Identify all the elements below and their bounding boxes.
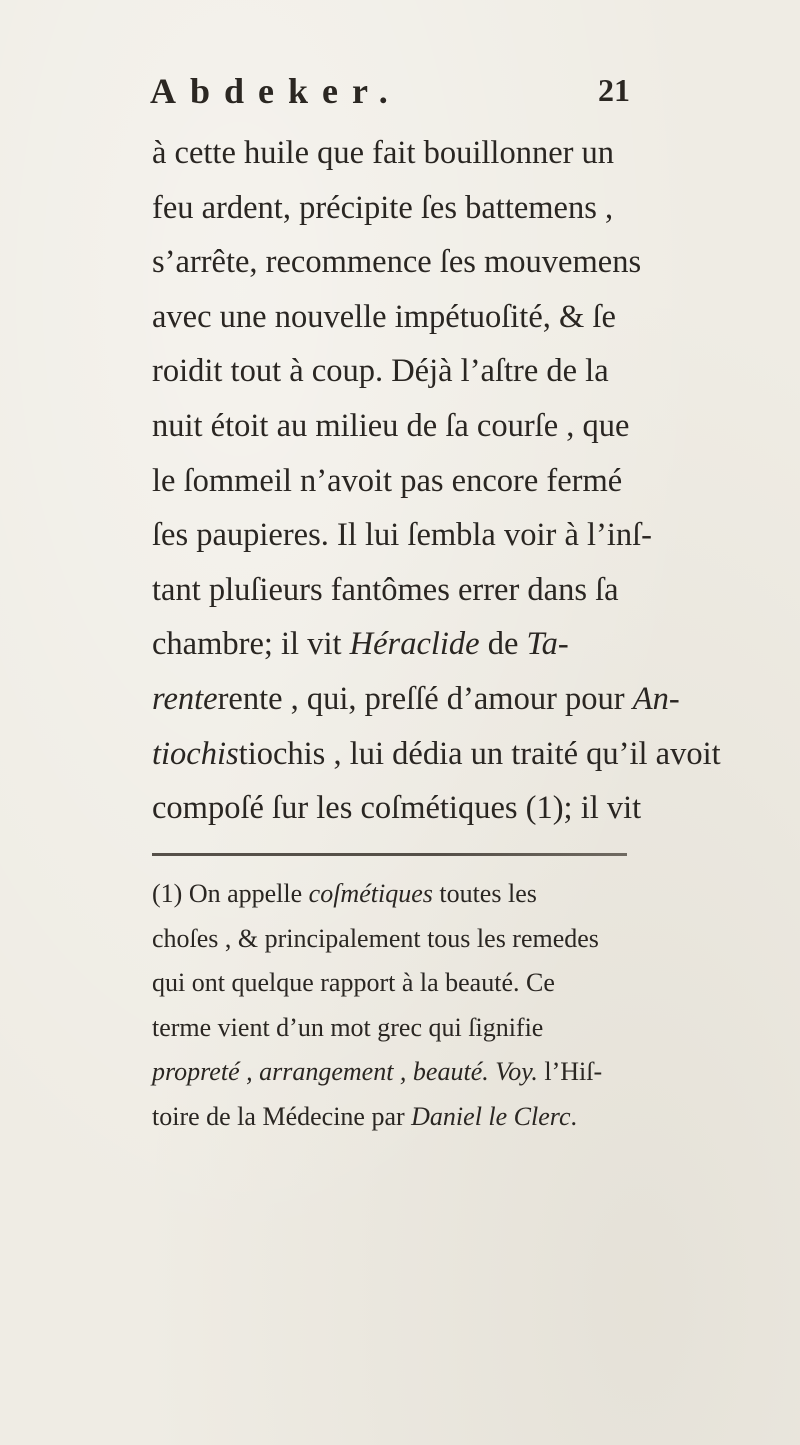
name-tarente-part2: rente bbox=[152, 680, 218, 717]
name-antiochis-part2: tiochis bbox=[152, 735, 239, 772]
running-title: Abdeker. bbox=[150, 71, 402, 111]
footnote-line-1-rest: toutes les bbox=[432, 879, 537, 908]
body-line-4: avec une nouvelle impétuoſité, & ſe bbox=[152, 298, 616, 335]
footnote-line-5 bbox=[152, 1052, 632, 1097]
name-tarente-part1: Ta- bbox=[526, 626, 569, 663]
running-head bbox=[150, 70, 630, 110]
footnote-line-1 bbox=[152, 874, 632, 919]
body-line-11 bbox=[152, 674, 680, 729]
footnote-line-6 bbox=[152, 1097, 632, 1142]
name-heraclide: Héraclide bbox=[349, 626, 480, 663]
body-line-2: feu ardent, précipite ſes battemens , bbox=[152, 189, 614, 226]
footnote-author: Daniel le Clerc bbox=[411, 1101, 571, 1131]
footnote-rule bbox=[152, 853, 627, 856]
body-line-5: roidit tout à coup. Déjà l’aſtre de la bbox=[152, 353, 609, 390]
footnote-marker: (1) bbox=[152, 879, 183, 908]
body-line-8: ſes paupieres. Il lui ſembla voir à l’inſ- bbox=[152, 517, 652, 554]
footnote-voy: Voy. bbox=[488, 1057, 538, 1086]
body-line-3: s’arrête, recommence ſes mouvemens bbox=[152, 244, 642, 281]
page-number: 21 bbox=[598, 72, 630, 108]
body-line-10-start: chambre; il vit bbox=[152, 626, 350, 663]
body-line-13: compoſé ſur les coſmétiques (1); il vit bbox=[152, 790, 642, 827]
footnote-intro: On appelle bbox=[188, 879, 309, 908]
body-line-12-text: tiochis , lui dédia un traité qu’il avoit bbox=[238, 735, 721, 772]
footnote-line-6-end: . bbox=[570, 1101, 577, 1131]
body-text bbox=[152, 128, 721, 838]
body-line-10 bbox=[152, 619, 634, 674]
footnote-line-4: terme vient d’un mot grec qui ſignifie bbox=[152, 1012, 544, 1042]
body-line-1: à cette huile que fait bouillonner un bbox=[152, 135, 615, 171]
body-line-9: tant pluſieurs fantômes errer dans ſa bbox=[152, 571, 619, 608]
footnote bbox=[152, 874, 632, 1141]
footnote-definition: propreté , arrangement , beauté. bbox=[152, 1057, 489, 1086]
body-line-10-mid: de bbox=[479, 626, 527, 663]
footnote-line-3: qui ont quelque rapport à la beauté. Ce bbox=[152, 968, 555, 997]
footnote-line-6-start: toire de la Médecine par bbox=[152, 1101, 412, 1131]
footnote-line-2: choſes , & principalement tous les remedes bbox=[152, 923, 599, 953]
body-line-11-text: rente , qui, preſſé d’amour pour bbox=[217, 680, 633, 717]
body-line-6: nuit étoit au milieu de ſa courſe , que bbox=[152, 407, 630, 444]
body-line-7: le ſommeil n’avoit pas encore fermé bbox=[152, 462, 623, 499]
body-line-12 bbox=[152, 729, 721, 784]
footnote-term: coſmétiques bbox=[308, 879, 433, 908]
footnote-line-5-rest: l’Hiſ- bbox=[537, 1057, 603, 1086]
name-antiochis-part1: An- bbox=[632, 680, 680, 717]
